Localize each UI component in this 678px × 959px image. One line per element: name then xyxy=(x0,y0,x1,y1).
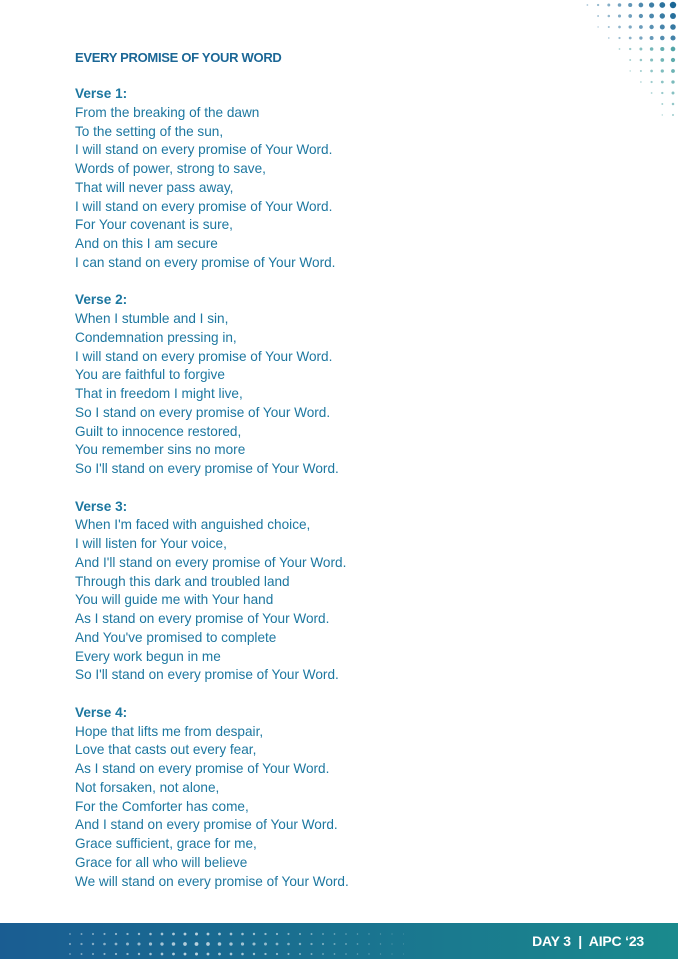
dot xyxy=(618,3,622,7)
dot xyxy=(264,953,266,955)
dot xyxy=(264,933,266,935)
lyric-line: Not forsaken, not alone, xyxy=(75,779,220,795)
dot xyxy=(671,47,676,52)
dot xyxy=(670,13,676,19)
dot xyxy=(126,943,129,946)
dot xyxy=(670,24,676,30)
dot xyxy=(380,943,381,944)
dot xyxy=(650,47,654,51)
dot xyxy=(403,933,404,934)
lyric-line: Guilt to innocence restored, xyxy=(75,423,242,439)
dot xyxy=(391,943,392,944)
dot xyxy=(672,103,675,106)
dot xyxy=(311,953,313,955)
dot xyxy=(149,942,152,945)
dot xyxy=(115,943,118,946)
dot xyxy=(671,69,675,73)
dot xyxy=(639,36,642,39)
lyric-line: I can stand on every promise of Your Word. xyxy=(75,254,336,270)
lyric-line: So I stand on every promise of Your Word. xyxy=(75,404,331,420)
lyric-line: Through this dark and troubled land xyxy=(75,573,290,589)
dot xyxy=(607,4,610,7)
dot xyxy=(660,47,664,51)
dot xyxy=(103,933,105,935)
dot xyxy=(380,953,381,954)
dot xyxy=(241,942,244,945)
dot xyxy=(115,953,117,955)
dot xyxy=(287,953,289,955)
dot xyxy=(661,103,663,105)
dot xyxy=(357,953,359,955)
dot xyxy=(662,114,663,115)
dot xyxy=(672,114,674,116)
dot xyxy=(672,92,675,95)
dot xyxy=(172,942,176,946)
dot xyxy=(403,943,404,944)
dot xyxy=(380,933,381,934)
verse-heading: Verse 4: xyxy=(75,704,128,720)
dot xyxy=(587,4,589,6)
dot xyxy=(69,953,71,955)
dot xyxy=(671,58,675,62)
lyric-line: I will stand on every promise of Your Word. xyxy=(75,348,333,364)
verse xyxy=(75,498,349,686)
verse xyxy=(75,291,349,479)
lyric-line: Love that casts out every fear, xyxy=(75,742,257,758)
lyric-line: Condemnation pressing in, xyxy=(75,329,237,345)
lyric-line: That in freedom I might live, xyxy=(75,386,243,401)
dot xyxy=(322,943,324,945)
lyric-line: You remember sins no more xyxy=(75,442,246,458)
dot xyxy=(661,92,663,94)
dot xyxy=(80,943,82,945)
dot xyxy=(660,36,665,41)
dot xyxy=(597,26,598,27)
dot xyxy=(115,933,117,935)
dot xyxy=(184,953,187,956)
dot xyxy=(640,59,643,62)
dot xyxy=(253,953,255,955)
dot xyxy=(608,26,610,28)
dot xyxy=(137,942,140,945)
dot xyxy=(629,25,632,28)
lyric-line: When I'm faced with anguished choice, xyxy=(75,517,311,533)
decorative-dot-pattern xyxy=(568,0,678,120)
lyric-line: So I'll stand on every promise of Your Word. xyxy=(75,461,339,476)
dot xyxy=(639,3,644,8)
dot xyxy=(618,14,621,17)
dot xyxy=(649,25,653,29)
dot xyxy=(103,953,105,955)
dot xyxy=(639,14,643,18)
dot xyxy=(299,953,301,955)
dot xyxy=(299,933,301,935)
dot xyxy=(368,953,369,954)
dot xyxy=(218,942,222,946)
verse-heading: Verse 1: xyxy=(75,86,128,101)
dot xyxy=(649,14,654,19)
dot xyxy=(138,953,140,955)
dot xyxy=(660,25,665,30)
dot xyxy=(195,933,198,936)
dot xyxy=(650,70,653,73)
footer-bar xyxy=(0,923,678,959)
dot xyxy=(183,942,187,946)
dot xyxy=(276,933,278,935)
dot xyxy=(357,943,359,945)
lyric-line: To the setting of the sun, xyxy=(75,123,224,139)
lyric-line: Words of power, strong to save, xyxy=(75,161,266,176)
dot xyxy=(659,2,665,8)
lyric-line: And I'll stand on every promise of Your Word. xyxy=(75,554,347,570)
lyric-line: For Your covenant is sure, xyxy=(75,217,233,233)
footer-label: DAY 3 | AIPC ‘23 xyxy=(532,933,644,949)
dot xyxy=(253,933,255,935)
dot xyxy=(650,81,652,83)
dot xyxy=(149,953,152,956)
dot xyxy=(207,933,210,936)
lyric-line: And You've promised to complete xyxy=(75,629,277,645)
lyric-line: I will stand on every promise of Your Word. xyxy=(75,198,333,214)
dot xyxy=(661,69,664,72)
dot xyxy=(608,15,611,18)
lyric-line: Grace for all who will believe xyxy=(75,854,248,870)
dot xyxy=(161,953,164,956)
dot xyxy=(322,953,324,955)
dot xyxy=(92,933,94,935)
dot xyxy=(69,933,71,935)
lyric-line: I will listen for Your voice, xyxy=(75,536,227,551)
dot xyxy=(126,953,128,955)
dot xyxy=(241,953,244,956)
dot xyxy=(650,58,653,61)
lyric-line: For the Comforter has come, xyxy=(75,798,249,814)
dot xyxy=(619,48,621,50)
dot xyxy=(160,942,163,945)
lyric-line: And on this I am secure xyxy=(75,236,218,251)
verse-heading: Verse 2: xyxy=(75,292,128,308)
dot xyxy=(391,953,392,954)
dot xyxy=(207,953,210,956)
dot xyxy=(368,943,370,945)
lyric-line: So I'll stand on every promise of Your Word. xyxy=(75,667,339,683)
dot xyxy=(640,81,642,83)
dot xyxy=(241,933,244,936)
dot xyxy=(81,953,83,955)
verse xyxy=(75,85,349,273)
page-title: EVERY PROMISE OF YOUR WORD xyxy=(75,50,282,65)
dot xyxy=(597,15,599,17)
lyric-line: We will stand on every promise of Your Word. xyxy=(75,873,349,889)
dot xyxy=(81,933,83,935)
lyric-line: You will guide me with Your hand xyxy=(75,592,274,608)
dot xyxy=(618,37,620,39)
dot xyxy=(311,933,313,935)
dot xyxy=(333,943,335,945)
dot xyxy=(629,37,632,40)
lyric-line: And I stand on every promise of Your Word. xyxy=(75,817,338,833)
dot xyxy=(670,2,676,8)
dot xyxy=(670,35,675,40)
dot xyxy=(195,953,198,956)
dot xyxy=(103,943,106,946)
dot xyxy=(229,942,232,945)
dot xyxy=(391,933,392,934)
dot xyxy=(368,933,369,934)
dot xyxy=(276,953,278,955)
dot xyxy=(172,953,175,956)
dot xyxy=(661,81,664,84)
lyric-line: Every work begun in me xyxy=(75,648,221,664)
verse xyxy=(75,704,349,892)
lyric-line: Grace sufficient, grace for me, xyxy=(75,836,257,851)
dot xyxy=(608,37,610,39)
lyric-line: From the breaking of the dawn xyxy=(75,104,260,120)
dot xyxy=(126,933,128,935)
dot xyxy=(345,943,347,945)
dot xyxy=(218,953,221,956)
dot xyxy=(138,933,140,935)
dot xyxy=(345,933,347,935)
dot xyxy=(287,933,289,935)
dot xyxy=(195,942,199,946)
lyrics xyxy=(75,85,349,910)
dot xyxy=(322,933,324,935)
dot xyxy=(671,80,674,83)
dot xyxy=(218,933,221,936)
dot xyxy=(660,13,665,18)
lyric-line: Hope that lifts me from despair, xyxy=(75,723,264,739)
dot xyxy=(660,58,664,62)
dot xyxy=(149,933,152,936)
verse-heading: Verse 3: xyxy=(75,498,128,514)
dot xyxy=(640,70,642,72)
dot xyxy=(287,943,290,946)
dot xyxy=(92,943,94,945)
dot xyxy=(629,48,631,50)
dot xyxy=(161,933,164,936)
dot xyxy=(597,4,599,6)
dot xyxy=(357,933,359,935)
dot xyxy=(69,943,71,945)
dot xyxy=(628,3,632,7)
dot xyxy=(618,26,621,29)
dot xyxy=(172,933,175,936)
dot xyxy=(252,942,255,945)
dot xyxy=(276,943,279,946)
dot xyxy=(649,2,654,7)
dot xyxy=(651,92,653,94)
dot xyxy=(629,59,631,61)
lyric-line: As I stand on every promise of Your Word. xyxy=(75,611,330,626)
dot xyxy=(403,953,404,954)
dot xyxy=(230,953,233,956)
dot xyxy=(230,933,233,936)
dot xyxy=(639,25,643,29)
lyric-line: When I stumble and I sin, xyxy=(75,311,229,326)
dot xyxy=(650,36,654,40)
dot xyxy=(639,48,642,51)
lyric-line: You are faithful to forgive xyxy=(75,367,225,383)
lyric-line: That will never pass away, xyxy=(75,179,234,195)
dot xyxy=(628,14,632,18)
footer-dot-pattern xyxy=(60,923,440,959)
dot xyxy=(310,943,312,945)
lyric-line: I will stand on every promise of Your Word. xyxy=(75,142,333,158)
dot xyxy=(629,70,630,71)
dot xyxy=(345,953,347,955)
dot xyxy=(206,942,210,946)
dot xyxy=(92,953,94,955)
dot xyxy=(299,943,301,945)
dot xyxy=(184,933,187,936)
dot xyxy=(264,943,267,946)
lyric-line: As I stand on every promise of Your Word. xyxy=(75,761,330,776)
dot xyxy=(334,953,336,955)
dot xyxy=(334,933,336,935)
